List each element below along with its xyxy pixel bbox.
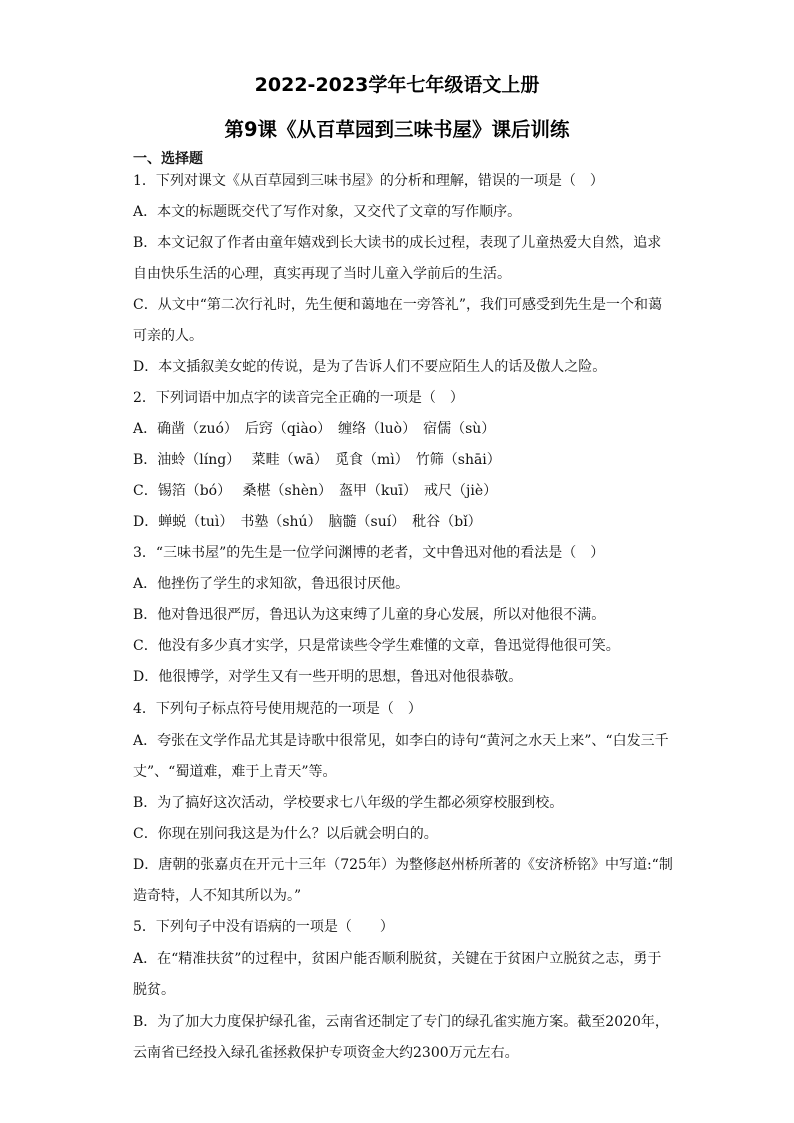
question-4-option-b: B．为了搞好这次活动，学校要求七八年级的学生都必须穿校服到校。 (133, 795, 564, 811)
question-4-option-a-cont: 丈”、“蜀道难，难于上青天”等。 (133, 764, 337, 780)
lesson-title: 第9课《从百草园到三味书屋》课后训练 (224, 118, 570, 141)
question-4-stem: 4．下列句子标点符号使用规范的一项是（ ） (133, 701, 422, 717)
question-4-option-c: C．你现在别问我这是为什么？以后就会明白的。 (133, 826, 438, 842)
question-3-option-d: D．他很博学，对学生又有一些开明的思想，鲁迅对他很恭敬。 (133, 669, 523, 685)
section-heading: 一、选择题 (133, 151, 203, 167)
question-4-option-d: D．唐朝的张嘉贞在开元十三年（725年）为整修赵州桥所著的《安济桥铭》中写道:“制 (133, 857, 673, 873)
question-3-option-a: A．他挫伤了学生的求知欲，鲁迅很讨厌他。 (133, 576, 410, 592)
question-1-option-a: A．本文的标题既交代了写作对象，又交代了文章的写作顺序。 (133, 204, 522, 220)
question-2-stem: 2．下列词语中加点字的读音完全正确的一项是（ ） (133, 390, 464, 406)
question-3-stem: 3．“三味书屋”的先生是一位学问渊博的老者，文中鲁迅对他的看法是（ ） (133, 545, 605, 561)
question-1-option-b-cont: 自由快乐生活的心理，真实再现了当时儿童入学前后的生活。 (133, 266, 511, 282)
question-2-option-a: A．确凿（zuó） 后窍（qiào） 缠络（luò） 宿儒（sù） (133, 421, 496, 437)
document-title: 2022-2023学年七年级语文上册 (254, 74, 540, 96)
question-5-stem: 5．下列句子中没有语病的一项是（ ） (133, 919, 394, 935)
question-4-option-a: A．夸张在文学作品尤其是诗歌中很常见，如李白的诗句“黄河之水天上来”、“白发三千 (133, 733, 669, 749)
question-1-option-d: D．本文插叙美女蛇的传说，是为了告诉人们不要应陌生人的话及傲人之险。 (133, 359, 607, 375)
question-5-option-b: B．为了加大力度保护绿孔雀，云南省还制定了专门的绿孔雀实施方案。截至2020年， (133, 1014, 669, 1030)
question-1-option-c: C．从文中“第二次行礼时，先生便和蔼地在一旁答礼”，我们可感受到先生是一个和蔼 (133, 297, 663, 313)
question-5-option-b-cont: 云南省已经投入绿孔雀拯救保护专项资金大约2300万元左右。 (133, 1045, 519, 1061)
question-3-option-c: C．他没有多少真才实学，只是常读些令学生难懂的文章，鲁迅觉得他很可笑。 (133, 638, 620, 654)
question-3-option-b: B．他对鲁迅很严厉，鲁迅认为这束缚了儿童的身心发展，所以对他很不满。 (133, 607, 606, 623)
question-1-stem: 1．下列对课文《从百草园到三味书屋》的分析和理解，错误的一项是（ ） (133, 173, 604, 189)
question-1-option-b: B．本文记叙了作者由童年嬉戏到长大读书的成长过程，表现了儿童热爱大自然，追求 (133, 235, 662, 251)
question-2-option-b: B．油蛉（líng） 菜畦（wā） 觅食（mì） 竹筛（shāi） (133, 452, 501, 468)
question-5-option-a: A．在“精准扶贫”的过程中，贫困户能否顺利脱贫，关键在于贫困户立脱贫之志，勇于 (133, 951, 662, 967)
question-2-option-d: D．蝉蜕（tuì） 书塾（shú） 脑髓（suí） 秕谷（bǐ） (133, 514, 482, 530)
question-1-option-c-cont: 可亲的人。 (133, 328, 203, 344)
question-5-option-a-cont: 脱贫。 (133, 982, 175, 998)
question-2-option-c: C．锡箔（bó） 桑椹（shèn） 盔甲（kuī） 戒尺（jiè） (133, 483, 498, 499)
question-4-option-d-cont: 造奇特，人不知其所以为。” (133, 888, 302, 904)
